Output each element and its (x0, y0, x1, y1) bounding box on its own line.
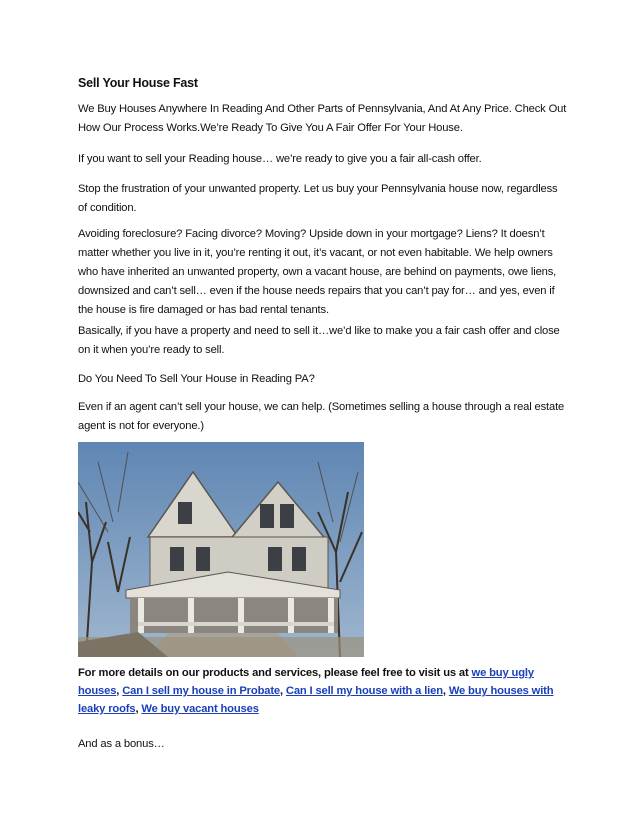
paragraph-basically: Basically, if you have a property and need to sell it…we’d like to make you a fair cash offer and close on it when you’re ready to sell. (78, 325, 560, 356)
links-intro: For more details on our products and services, please feel free to visit us at (78, 667, 469, 679)
paragraph-situations: Avoiding foreclosure? Facing divorce? Moving? Upside down in your mortgage? Liens? It doesn’t matter whether you live in it, you’re renting it out, it’s vacant, or not even habitable. We help owners who have inherited an unwanted property, own a vacant house, are behind on payments, owe liens, downsized and can’t sell… even if the house needs repairs that you can’t pay for… and yes, even if the house is fire damaged or has bad rental tenants. (78, 228, 557, 316)
paragraph-closing: And as a bonus… (78, 738, 165, 750)
paragraph-offer: If you want to sell your Reading house… we’re ready to give you a fair all-cash offer. (78, 153, 482, 165)
link-sell-house-with-lien[interactable]: Can I sell my house with a lien (285, 685, 443, 697)
house-illustration (78, 442, 364, 657)
paragraph-intro: We Buy Houses Anywhere In Reading And Other Parts of Pennsylvania, And At Any Price. Check Out How Our Process Works.We’re Ready To Give You A Fair Offer For Your House. (78, 103, 567, 134)
link-we-buy-ugly-houses[interactable]: we buy ugly houses (78, 667, 534, 697)
paragraph-question: Do You Need To Sell Your House in Reading PA? (78, 373, 315, 385)
document-title: Sell Your House Fast (78, 76, 198, 90)
paragraph-frustration: Stop the frustration of your unwanted property. Let us buy your Pennsylvania house now, regardless of condition. (78, 183, 558, 214)
link-sell-house-in-probate[interactable]: Can I sell my house in Probate (122, 685, 280, 697)
house-photo (78, 442, 364, 657)
link-buy-vacant-houses[interactable]: We buy vacant houses (141, 703, 259, 715)
link-buy-houses-leaky-roofs[interactable]: We buy houses with leaky roofs (78, 685, 554, 715)
links-paragraph: For more details on our products and services, please feel free to visit us at we buy ugly houses, Can I sell my house in Probate, Can I sell my house with a lien, We buy houses with leaky roofs, We buy vacant houses (78, 667, 554, 715)
paragraph-agent: Even if an agent can’t sell your house, we can help. (Sometimes selling a house through a real estate agent is not for everyone.) (78, 401, 565, 432)
